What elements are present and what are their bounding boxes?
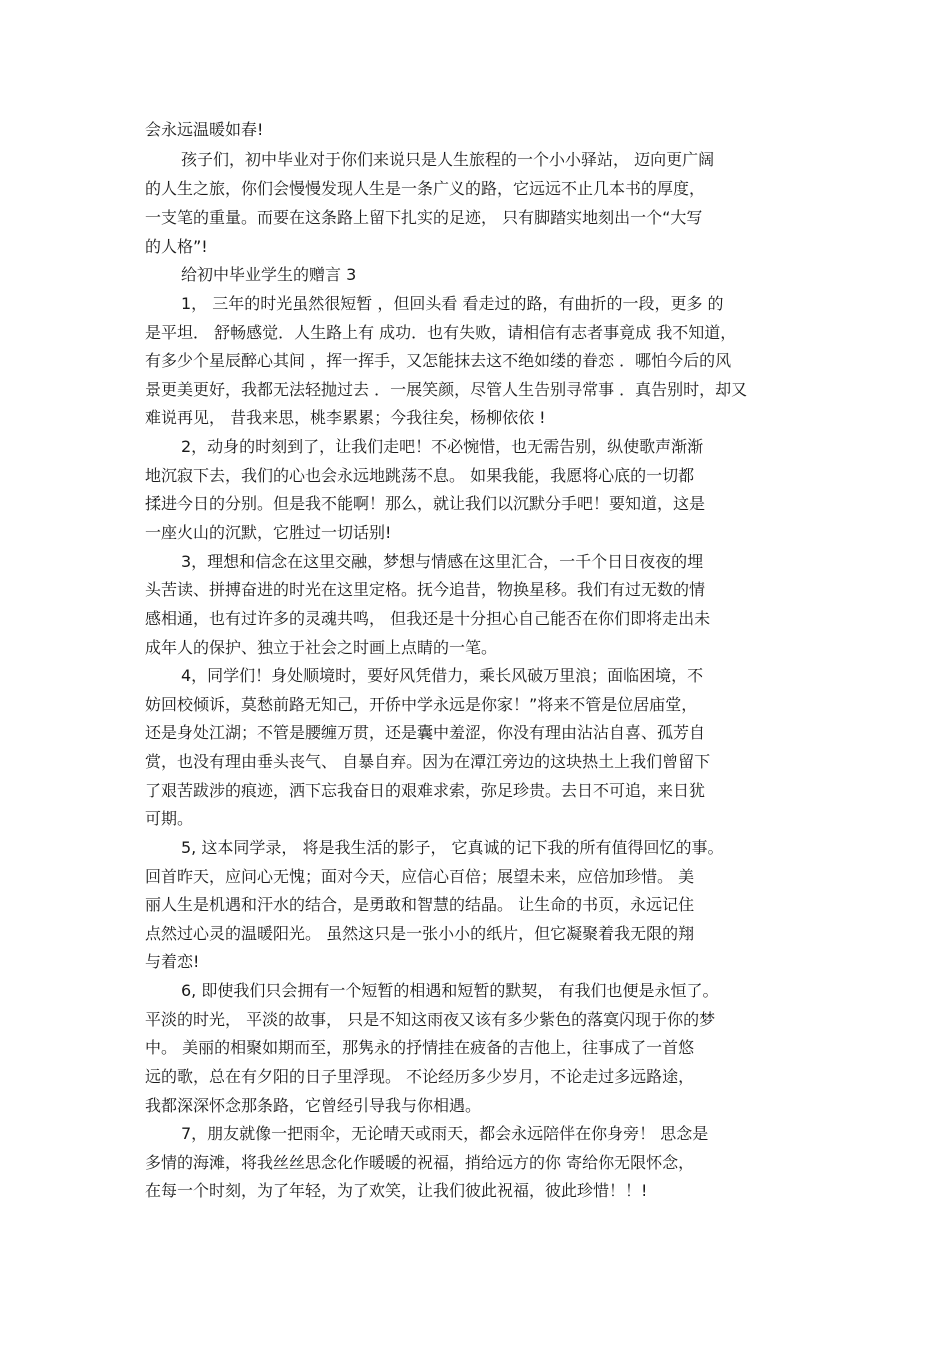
text-line: 成年人的保护、独立于社会之时画上点睛的一笔。 (145, 638, 498, 657)
text-line: 点然过心灵的温暖阳光。 虽然这只是一张小小的纸片，但它凝聚着我无限的翔 (145, 924, 695, 943)
text-line: 还是身处江湖；不管是腰缠万贯，还是囊中羞涩，你没有理由沾沾自喜、孤芳自 (145, 723, 706, 742)
text-line: 4，同学们！身处顺境时，要好风凭借力，乘长风破万里浪；面临困境，不 (181, 666, 704, 685)
text-line: 了艰苦跋涉的痕迹，洒下忘我奋日的艰难求索，弥足珍贵。去日不可追，来日犹 (145, 781, 706, 800)
text-line: 孩子们，初中毕业对于你们来说只是人生旅程的一个小小驿站， 迈向更广阔 (181, 150, 715, 169)
text-line: 远的歌，总在有夕阳的日子里浮现。 不论经历多少岁月，不论走过多远路途， (145, 1067, 695, 1086)
text-line: 我都深深怀念那条路，它曾经引导我与你相遇。 (145, 1096, 482, 1115)
text-line: 头苦读、拼搏奋进的时光在这里定格。抚今追昔，物换星移。我们有过无数的情 (145, 580, 706, 599)
text-line: 3，理想和信念在这里交融，梦想与情感在这里汇合，一千个日日夜夜的埋 (181, 552, 704, 571)
text-line: 景更美更好，我都无法轻抛过去 ．一展笑颜，尽管人生告别寻常事 ．真告别时，却又 (145, 380, 748, 399)
text-line: 会永远温暖如春! (145, 120, 264, 139)
text-line: 多情的海滩，将我丝丝思念化作暖暖的祝福，捎给远方的你 寄给你无限怀念， (145, 1153, 695, 1172)
text-line: 是平坦． 舒畅感觉．人生路上有 成功．也有失败，请相信有志者事竟成 我不知道， (145, 323, 737, 342)
text-line: 一座火山的沉默，它胜过一切话别! (145, 523, 392, 542)
text-line: 有多少个星辰醉心其间 ，挥一挥手，又怎能抹去这不绝如缕的眷恋 ．哪怕今后的风 (145, 351, 732, 370)
text-line: 2，动身的时刻到了，让我们走吧！不必惋惜，也无需告别，纵使歌声渐渐 (181, 437, 704, 456)
text-line: 的人生之旅，你们会慢慢发现人生是一条广义的路，它远远不止几本书的厚度， (145, 179, 706, 198)
text-line: 的人格”! (145, 237, 208, 256)
text-line: 丽人生是机遇和汗水的结合，是勇敢和智慧的结晶。 让生命的书页，永远记住 (145, 895, 695, 914)
section-heading: 给初中毕业学生的赠言 3 (181, 265, 357, 284)
text-line: 可期。 (145, 809, 194, 828)
text-line: 回首昨天，应问心无愧；面对今天，应信心百倍；展望未来，应倍加珍惜。 美 (145, 867, 695, 886)
text-line: 一支笔的重量。而要在这条路上留下扎实的足迹， 只有脚踏实地刻出一个“大写 (145, 208, 703, 227)
text-line: 地沉寂下去，我们的心也会永远地跳荡不息。 如果我能，我愿将心底的一切都 (145, 466, 695, 485)
text-line: 1， 三年的时光虽然很短暂 ，但回头看 看走过的路，有曲折的一段，更多 的 (181, 294, 724, 313)
text-line: 赏，也没有理由垂头丧气、 自暴自弃。因为在潭江旁边的这块热土上我们曾留下 (145, 752, 711, 771)
text-line: 在每一个时刻，为了年轻，为了欢笑，让我们彼此祝福，彼此珍惜！！! (145, 1181, 648, 1200)
text-line: 妨回校倾诉，莫愁前路无知己，开侨中学永远是你家！”将来不管是位居庙堂， (145, 695, 698, 714)
text-line: 感相通，也有过许多的灵魂共鸣， 但我还是十分担心自己能否在你们即将走出未 (145, 609, 711, 628)
text-line: 平淡的时光， 平淡的故事， 只是不知这雨夜又该有多少紫色的落寞闪现于你的梦 (145, 1010, 716, 1029)
text-line: 7，朋友就像一把雨伞，无论晴天或雨天，都会永远陪伴在你身旁！ 思念是 (181, 1124, 709, 1143)
text-line: 中。 美丽的相聚如期而至，那隽永的抒情挂在疲备的吉他上，往事成了一首悠 (145, 1038, 695, 1057)
text-line: 揉进今日的分别。但是我不能啊！那么，就让我们以沉默分手吧！要知道，这是 (145, 494, 706, 513)
text-line: 难说再见， 昔我来思，桃李累累；今我往矣，杨柳依依 ! (145, 408, 546, 427)
text-line: 6, 即使我们只会拥有一个短暂的相遇和短暂的默契， 有我们也便是永恒了。 (181, 981, 719, 1000)
text-line: 与着恋! (145, 952, 200, 971)
text-line: 5, 这本同学录， 将是我生活的影子， 它真诚的记下我的所有值得回忆的事。 (181, 838, 724, 857)
